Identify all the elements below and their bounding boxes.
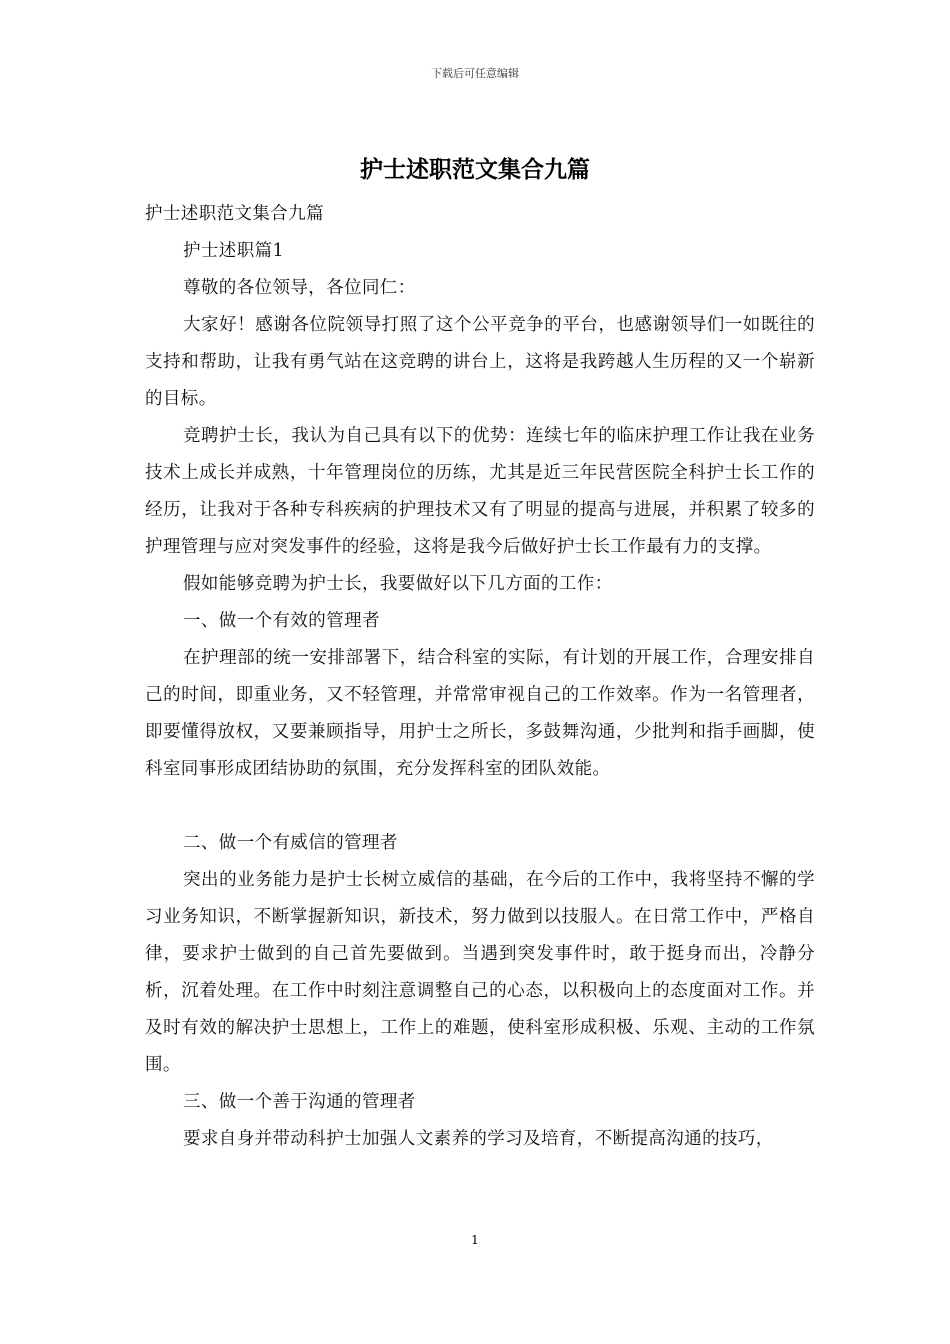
- page-number: 1: [471, 1233, 479, 1247]
- paragraph-plan-intro: 假如能够竞聘为护士长，我要做好以下几方面的工作：: [183, 574, 613, 594]
- paragraph-greeting: 大家好！感谢各位院领导打照了这个公平竞争的平台，也感谢领导们一如既往的支持和帮助，让我有勇气站在这竞聘的讲台上，这将是我跨越人生历程的又一个崭新的目标。: [145, 315, 815, 409]
- paragraph-communicative-manager: 要求自身并带动科护士加强人文素养的学习及培育，不断提高沟通的技巧，: [183, 1129, 774, 1149]
- salutation: 尊敬的各位领导，各位同仁：: [183, 278, 416, 298]
- document-body: [145, 196, 815, 1158]
- blank-line: [145, 788, 815, 825]
- heading-effective-manager: 一、做一个有效的管理者: [183, 611, 380, 631]
- header-note: 下载后可任意编辑: [431, 67, 519, 80]
- section-heading-1: 护士述职篇1: [183, 241, 285, 261]
- paragraph-prestige-manager: 突出的业务能力是护士长树立威信的基础，在今后的工作中，我将坚持不懈的学习业务知识，不断掌握新知识，新技术，努力做到以技服人。在日常工作中，严格自律，要求护士做到的自己首先要做到。当遇到突发事件时，敢于挺身而出，冷静分析，沉着处理。在工作中时刻注意调整自己的心态，以积极向上的态度面对工作。并及时有效的解决护士思想上，工作上的难题，使科室形成积极、乐观、主动的工作氛围。: [145, 870, 815, 1075]
- heading-prestige-manager: 二、做一个有威信的管理者: [183, 833, 398, 853]
- subtitle-line: 护士述职范文集合九篇: [145, 204, 324, 224]
- paragraph-effective-manager: 在护理部的统一安排部署下，结合科室的实际，有计划的开展工作，合理安排自己的时间，即重业务，又不轻管理，并常常审视自己的工作效率。作为一名管理者，即要懂得放权，又要兼顾指导，用护士之所长，多鼓舞沟通，少批判和指手画脚，使科室同事形成团结协助的氛围，充分发挥科室的团队效能。: [145, 648, 815, 779]
- heading-communicative-manager: 三、做一个善于沟通的管理者: [183, 1092, 416, 1112]
- document-title: 护士述职范文集合九篇: [360, 156, 590, 183]
- paragraph-advantages: 竞聘护士长，我认为自己具有以下的优势：连续七年的临床护理工作让我在业务技术上成长并成熟，十年管理岗位的历练，尤其是近三年民营医院全科护士长工作的经历，让我对于各种专科疾病的护理技术又有了明显的提高与进展，并积累了较多的护理管理与应对突发事件的经验，这将是我今后做好护士长工作最有力的支撑。: [145, 426, 815, 557]
